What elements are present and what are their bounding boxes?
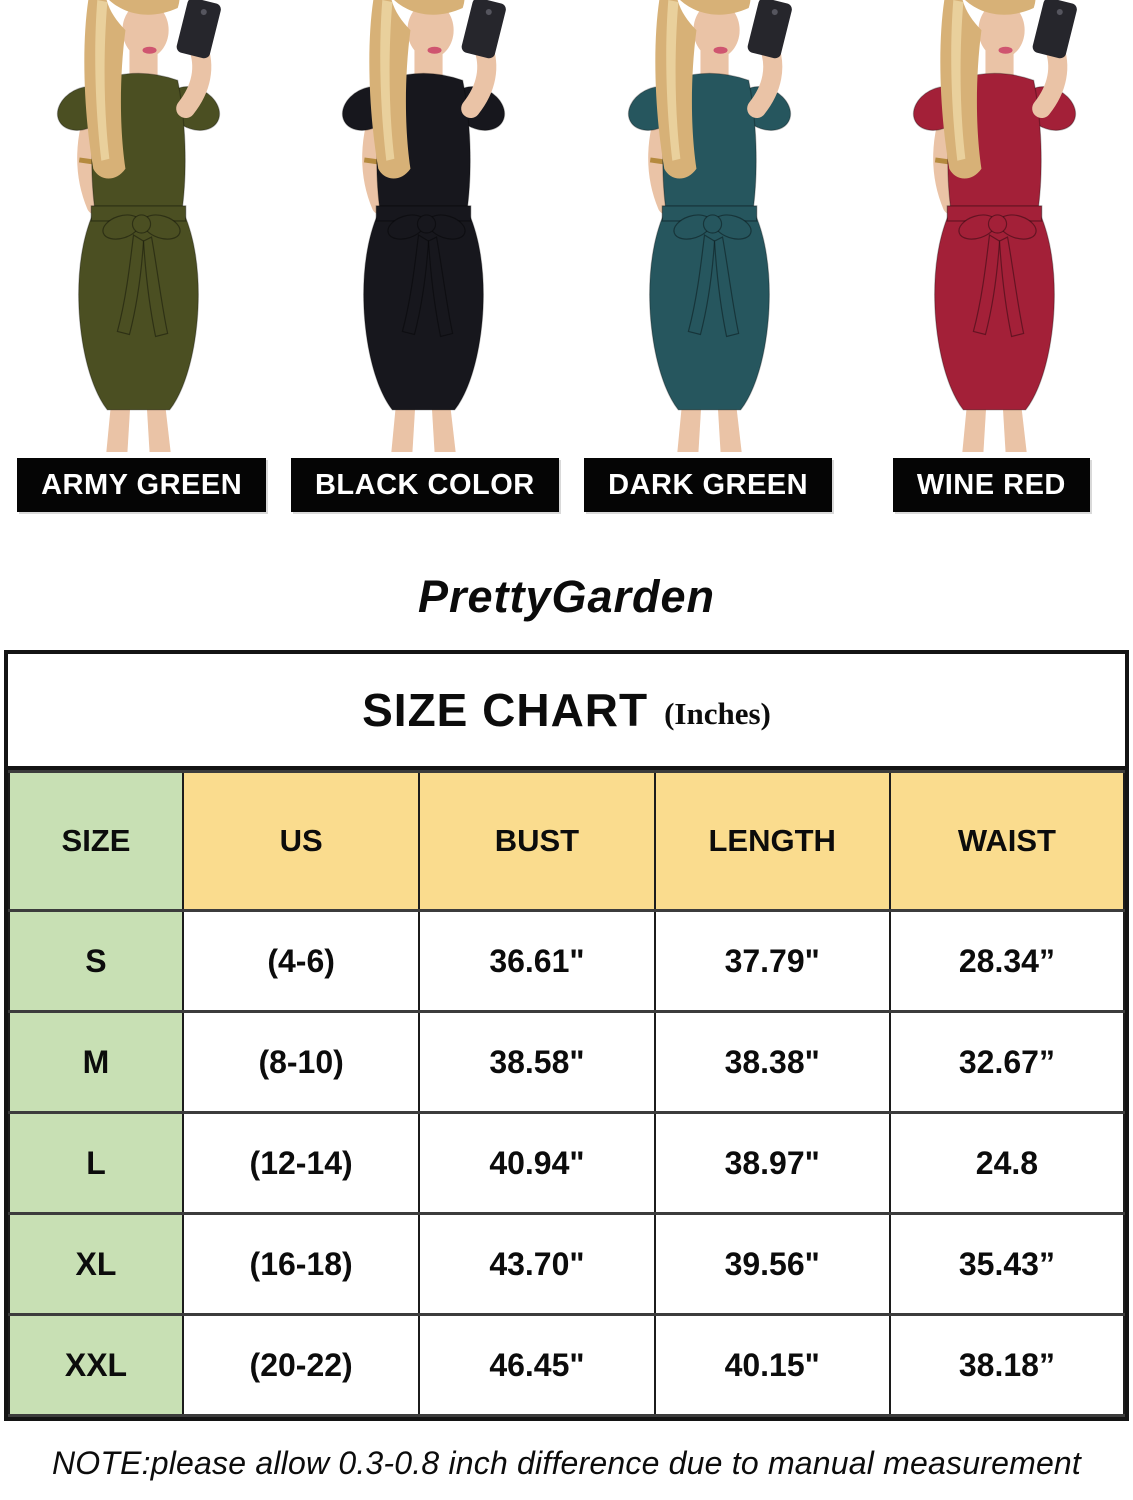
color-label-black-color: BLACK COLOR: [291, 458, 559, 512]
value-cell: 43.70": [419, 1214, 654, 1315]
size-cell: M: [9, 1012, 183, 1113]
phone-icon: [746, 0, 793, 60]
product-photos-row: [0, 0, 1133, 452]
size-chart-title-row: [8, 654, 1125, 770]
product-photo-army-green: [2, 0, 275, 452]
phone-icon: [1031, 0, 1078, 60]
value-cell: 40.15": [655, 1315, 890, 1416]
color-label-wine-red: WINE RED: [893, 458, 1090, 512]
phone-icon: [175, 0, 222, 60]
value-cell: 38.97": [655, 1113, 890, 1214]
table-row: [9, 1315, 1124, 1416]
col-header-waist: WAIST: [890, 772, 1124, 911]
phone-icon: [461, 0, 508, 60]
value-cell: (20-22): [183, 1315, 419, 1416]
value-cell: 37.79": [655, 911, 890, 1012]
value-cell: 40.94": [419, 1113, 654, 1214]
size-chart-table: [8, 770, 1125, 1417]
size-chart-unit: (Inches): [664, 696, 771, 731]
product-photo-wine-red: [858, 0, 1131, 452]
phone-camera-dot: [201, 9, 207, 15]
value-cell: 24.8: [890, 1113, 1124, 1214]
table-row: [9, 1012, 1124, 1113]
value-cell: (4-6): [183, 911, 419, 1012]
value-cell: 36.61": [419, 911, 654, 1012]
dress: [50, 73, 227, 409]
size-cell: XXL: [9, 1315, 183, 1416]
table-row: [9, 911, 1124, 1012]
size-cell: L: [9, 1113, 183, 1214]
dress-photo-illustration: [287, 0, 560, 452]
size-chart: [4, 650, 1129, 1421]
dress: [621, 73, 798, 409]
color-label-dark-green: DARK GREEN: [584, 458, 832, 512]
measurement-note: NOTE:please allow 0.3-0.8 inch difference due to manual measurement: [51, 1445, 1082, 1481]
value-cell: 38.58": [419, 1012, 654, 1113]
value-cell: 32.67”: [890, 1012, 1124, 1113]
col-header-bust: BUST: [419, 772, 654, 911]
dress-photo-illustration: [573, 0, 846, 452]
size-chart-body: [9, 911, 1124, 1416]
table-row: [9, 1113, 1124, 1214]
color-label-army-green: ARMY GREEN: [17, 458, 266, 512]
size-cell: XL: [9, 1214, 183, 1315]
col-header-us: US: [183, 772, 419, 911]
value-cell: 38.38": [655, 1012, 890, 1113]
header-row: [9, 772, 1124, 911]
col-header-length: LENGTH: [655, 772, 890, 911]
phone-camera-dot: [771, 9, 777, 15]
size-cell: S: [9, 911, 183, 1012]
product-photo-dark-green: [573, 0, 846, 452]
dress-photo-illustration: [858, 0, 1131, 452]
value-cell: 28.34”: [890, 911, 1124, 1012]
lips: [428, 47, 442, 54]
dress: [335, 73, 512, 409]
product-photo-black-color: [287, 0, 560, 452]
value-cell: 35.43”: [890, 1214, 1124, 1315]
col-header-size: SIZE: [9, 772, 183, 911]
value-cell: (16-18): [183, 1214, 419, 1315]
dress: [906, 73, 1083, 409]
lips: [713, 47, 727, 54]
value-cell: 46.45": [419, 1315, 654, 1416]
size-chart-title: SIZE CHART: [362, 684, 649, 736]
value-cell: (8-10): [183, 1012, 419, 1113]
value-cell: 39.56": [655, 1214, 890, 1315]
phone-camera-dot: [1057, 9, 1063, 15]
lips: [999, 47, 1013, 54]
phone-camera-dot: [486, 9, 492, 15]
dress-photo-illustration: [2, 0, 275, 452]
color-labels-row: [0, 458, 1133, 512]
table-row: [9, 1214, 1124, 1315]
value-cell: 38.18”: [890, 1315, 1124, 1416]
brand-name: PrettyGarden: [417, 571, 716, 622]
lips: [143, 47, 157, 54]
value-cell: (12-14): [183, 1113, 419, 1214]
